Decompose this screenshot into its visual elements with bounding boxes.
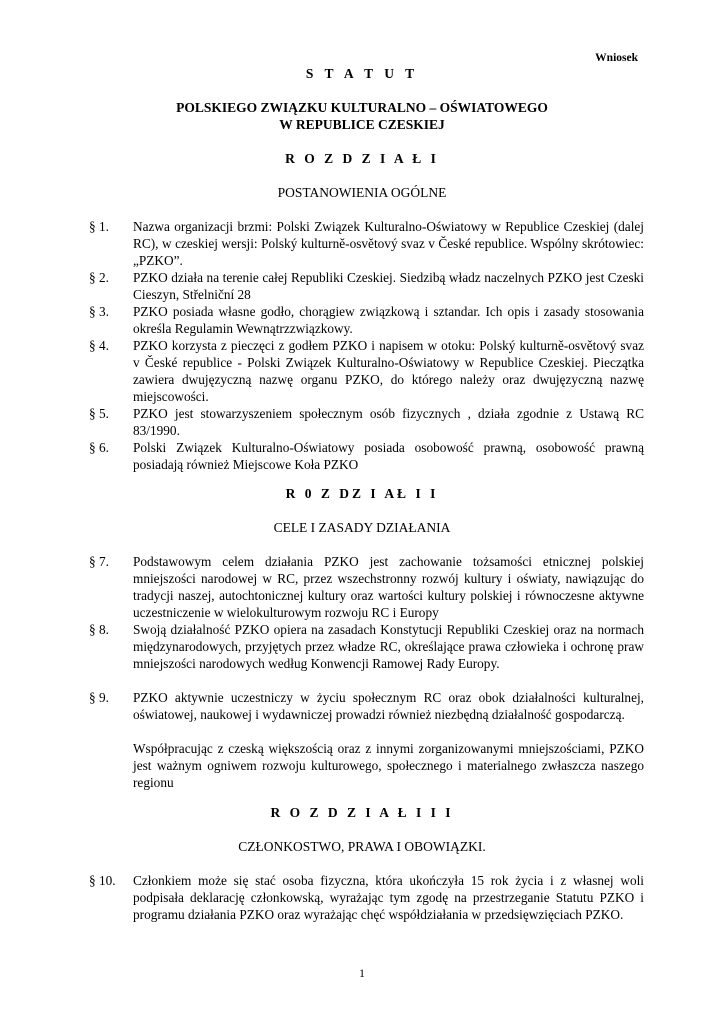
- paragraph-number: § 2.: [89, 270, 109, 285]
- paragraph-number: § 6.: [89, 440, 109, 455]
- paragraph-text: Członkiem może się stać osoba fizyczna, która ukończyła 15 rok życia i z własnej woli podpisała deklarację członkowską, wyrażając tym zgodę na przestrzeganie Statutu PZKO i programu działania PZKO oraz wyrażając chęć współdziałania w przedsięwzięciach PZKO.: [133, 873, 644, 922]
- paragraph-text: Polski Związek Kulturalno-Oświatowy posiada osobowość prawną, osobowość prawną posiadają również Miejscowe Koła PZKO: [133, 440, 644, 472]
- organization-name-line1: POLSKIEGO ZWIĄZKU KULTURALNO – OŚWIATOWEGO: [176, 100, 548, 115]
- paragraph-number: § 3.: [89, 304, 109, 319]
- chapter-1-heading: R O Z D Z I A Ł I: [285, 151, 439, 166]
- paragraph-7: [89, 553, 644, 621]
- paragraph-number: § 1.: [89, 219, 109, 234]
- paragraph-number: § 9.: [89, 690, 109, 705]
- paragraph-text: Swoją działalność PZKO opiera na zasadach Konstytucji Republiki Czeskiej oraz na normach międzynarodowych, przyjętych przez władze RC, określające prawa człowieka i ochronę praw mniejszości narodowych według Konwencji Ramowej Rady Europy.: [133, 622, 644, 671]
- chapter-1-subtitle: POSTANOWIENIA OGÓLNE: [277, 185, 447, 200]
- chapter-3-heading: R O Z D Z I A Ł I I I: [270, 805, 454, 820]
- paragraph-text: PZKO aktywnie uczestniczy w życiu społecznym RC oraz obok działalności kulturalnej, oświatowej, naukowej i wydawniczej prowadzi również niezbędną działalność gospodarczą.: [133, 690, 644, 722]
- chapter-2-subtitle: CELE I ZASADY DZIAŁANIA: [273, 520, 451, 535]
- document-title: S T A T U T: [305, 66, 419, 81]
- paragraph-2: [89, 269, 644, 303]
- paragraph-text: Nazwa organizacji brzmi: Polski Związek Kulturalno-Oświatowy w Republice Czeskiej (dalej RC), w czeskiej wersji: Polský kulturně-osvětový svaz v České republice. Wspólny skrótowiec: „PZKO”.: [133, 219, 644, 268]
- paragraph-text: PZKO działa na terenie całej Republiki Czeskiej. Siedzibą władz naczelnych PZKO jest Czeski Cieszyn, Střelniční 28: [133, 270, 644, 302]
- paragraph-number: § 7.: [89, 554, 109, 569]
- chapter-3-subtitle: CZŁONKOSTWO, PRAWA I OBOWIĄZKI.: [238, 839, 486, 854]
- paragraph-number: § 4.: [89, 338, 109, 353]
- paragraph-number: § 5.: [89, 406, 109, 421]
- paragraph-3: [89, 303, 644, 337]
- paragraph-text: PZKO jest stowarzyszeniem społecznym osób fizycznych , działa zgodnie z Ustawą RC 83/1990.: [133, 406, 644, 438]
- paragraph-9-continued: [89, 740, 644, 791]
- paragraph-text: Współpracując z czeską większością oraz z innymi zorganizowanymi mniejszościami, PZKO jest ważnym ogniwem rozwoju kulturowego, społecznego i materialnego zwłaszcza naszego regionu: [133, 741, 644, 790]
- paragraph-8: [89, 621, 644, 672]
- paragraph-4: [89, 337, 644, 405]
- organization-name-line2: W REPUBLICE CZESKIEJ: [279, 117, 445, 132]
- paragraph-number: § 8.: [89, 622, 109, 637]
- paragraph-5: [89, 405, 644, 439]
- paragraph-9: [89, 689, 644, 723]
- paragraph-text: PZKO korzysta z pieczęci z godłem PZKO i napisem w otoku: Polský kulturně-osvětový svaz v České republice - Polski Związek Kulturalno-Oświatowy w Republice Czeskiej. Pieczątka zawiera dwujęzyczną nazwę organu PZKO, do którego należy oraz dwujęzyczną nazwę miejscowości.: [133, 338, 644, 404]
- paragraph-1: [89, 218, 644, 269]
- page-number: 1: [359, 966, 365, 980]
- corner-label: Wniosek: [595, 52, 638, 64]
- paragraph-10: [89, 872, 644, 923]
- paragraph-6: [89, 439, 644, 473]
- chapter-2-heading: R 0 Z DZ I AŁ I I: [285, 486, 439, 501]
- paragraph-text: PZKO posiada własne godło, chorągiew związkową i sztandar. Ich opis i zasady stosowania określa Regulamin Wewnątrzzwiązkowy.: [133, 304, 644, 336]
- paragraph-number: § 10.: [89, 873, 116, 888]
- paragraph-text: Podstawowym celem działania PZKO jest zachowanie tożsamości etnicznej polskiej mniejszości narodowej w RC, przez wszechstronny rozwój kultury i oświaty, nawiązując do tradycji naszej, autochtonicznej kultury oraz wartości kultury polskiej i równoczesne aktywne uczestniczenie w wielokulturowym rozwoju RC i Europy: [133, 554, 644, 620]
